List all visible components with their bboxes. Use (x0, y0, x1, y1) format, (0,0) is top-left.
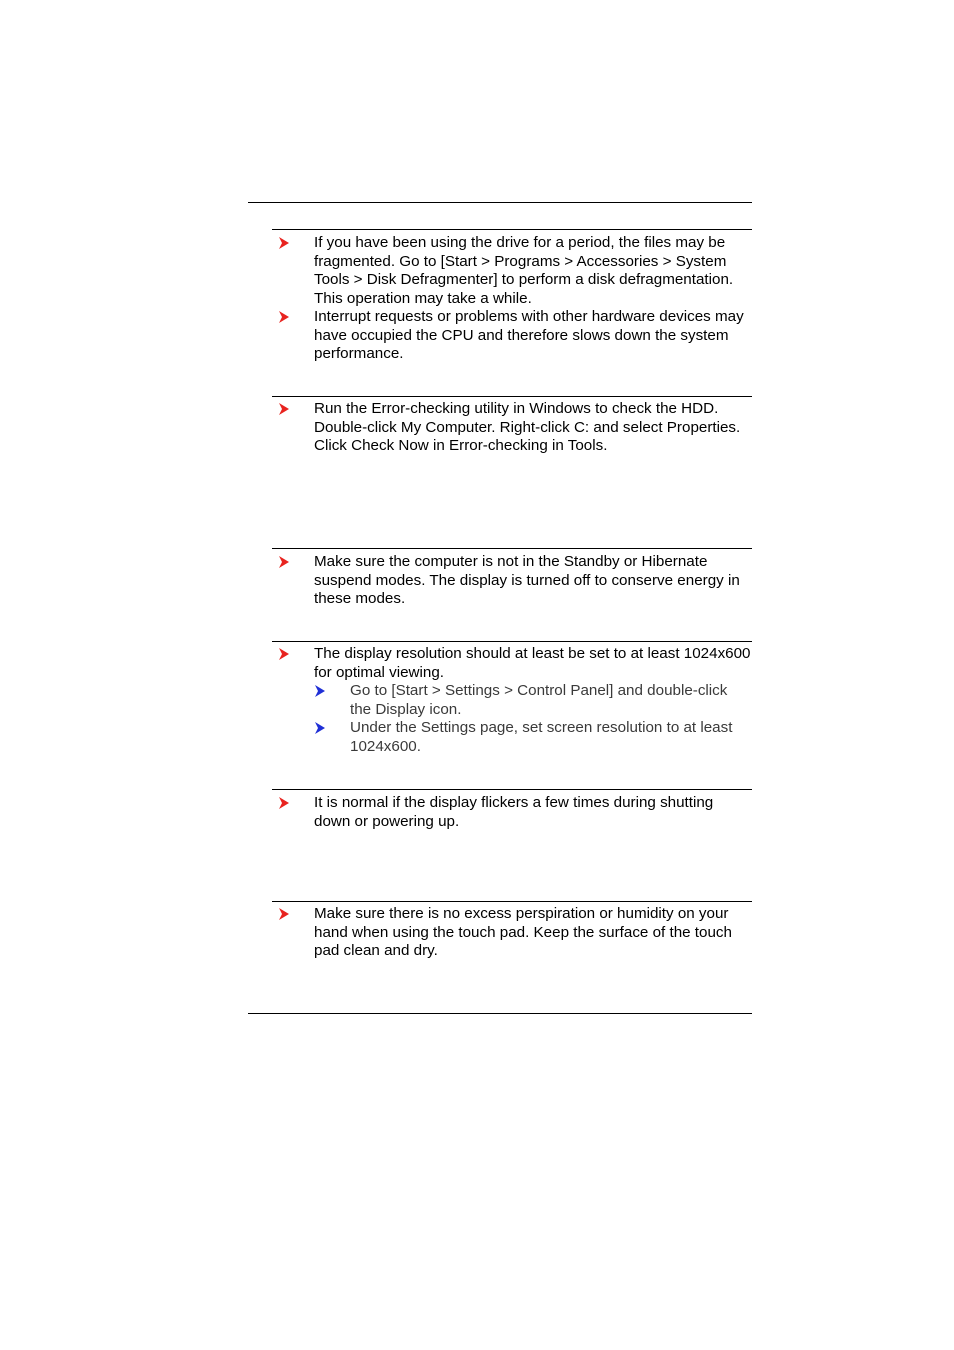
arrowhead-bullet-icon (278, 796, 290, 810)
subitem-text: Go to [Start > Settings > Control Panel] and double-click the Display icon. (350, 682, 728, 718)
section-rule-flicker (272, 789, 752, 790)
arrowhead-bullet-icon (278, 555, 290, 569)
section-rule-touchpad (272, 901, 752, 902)
arrowhead-bullet-icon (278, 310, 290, 324)
list-item (272, 794, 752, 831)
section-resolution (272, 645, 752, 756)
list-item (272, 308, 752, 364)
list-item (272, 645, 752, 682)
section-rule-standby (272, 548, 752, 549)
item-text: Interrupt requests or problems with other hardware devices may have occupied the CPU and therefore slows down the system performance. (314, 308, 744, 362)
sub-list-item (272, 719, 752, 756)
section-rule-error-checking (272, 396, 752, 397)
item-text: If you have been using the drive for a period, the files may be fragmented. Go to [Start > Programs > Accessories > System Tools > Disk Defragmenter] to perform a disk defragmentation. This operation may take a while. (314, 234, 734, 307)
arrowhead-bullet-icon (278, 402, 290, 416)
item-text: It is normal if the display flickers a few times during shutting down or powering up. (314, 794, 714, 830)
arrowhead-bullet-icon (314, 721, 326, 735)
table-bottom-rule (248, 1013, 752, 1014)
section-flicker (272, 794, 752, 831)
arrowhead-bullet-icon (278, 647, 290, 661)
section-standby (272, 553, 752, 609)
item-text: Run the Error-checking utility in Windows to check the HDD. Double-click My Computer. Right-click C: and select Properties. Click Check Now in Error-checking in Tools. (314, 400, 741, 454)
section-error-checking (272, 400, 752, 456)
arrowhead-bullet-icon (314, 684, 326, 698)
section-rule-performance (272, 229, 752, 230)
arrowhead-bullet-icon (278, 236, 290, 250)
section-rule-resolution (272, 641, 752, 642)
section-performance (272, 234, 752, 364)
item-text: Make sure the computer is not in the Standby or Hibernate suspend modes. The display is turned off to conserve energy in these modes. (314, 553, 740, 607)
sub-list-item (272, 682, 752, 719)
list-item (272, 400, 752, 456)
list-item (272, 553, 752, 609)
table-top-rule (248, 202, 752, 203)
list-item (272, 905, 752, 961)
section-touchpad (272, 905, 752, 961)
list-item (272, 234, 752, 308)
item-text: Make sure there is no excess perspiration or humidity on your hand when using the touch pad. Keep the surface of the touch pad clean and dry. (314, 905, 732, 959)
arrowhead-bullet-icon (278, 907, 290, 921)
subitem-text: Under the Settings page, set screen resolution to at least 1024x600. (350, 719, 733, 755)
item-text: The display resolution should at least be set to at least 1024x600 for optimal viewing. (314, 645, 751, 681)
